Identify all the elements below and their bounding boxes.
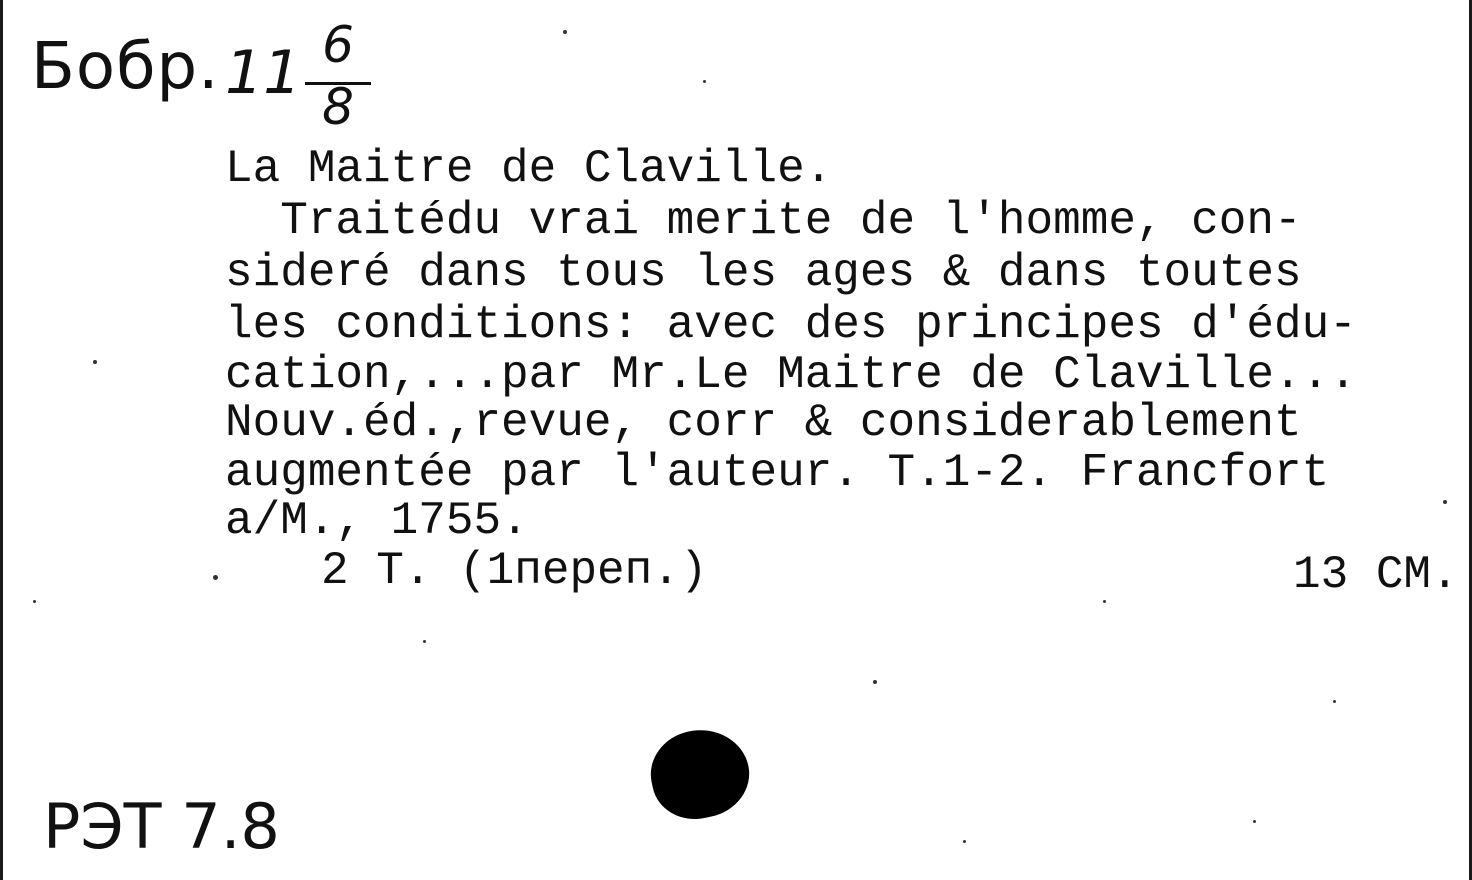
entry-line: augmentée par l'auteur. T.1-2. Francfort [225,447,1330,499]
entry-author: La Maitre de Claville. [225,143,833,195]
shelf-mark-number: 11 [225,38,302,108]
scan-speck [873,680,877,684]
scan-speck [963,840,966,843]
entry-line: Nouv.éd.,revue, corr & considerablement [225,397,1302,449]
scan-speck [563,30,567,34]
scan-speck [1443,500,1447,504]
entry-line: a/M., 1755. [225,495,529,547]
scan-speck [93,360,97,364]
entry-line: Traitédu vrai merite de l'homme, con- [225,195,1302,247]
scan-speck [1253,820,1256,823]
scan-speck [1103,600,1106,603]
scan-speck [213,575,218,580]
fraction-numerator: 6 [322,16,354,74]
fraction-denominator: 8 [322,78,354,136]
scan-speck [1333,700,1336,703]
call-number: РЭТ 7.8 [43,790,280,863]
shelf-mark-fraction [303,16,373,136]
scan-speck [423,640,426,643]
size-note: 13 CM. [1293,549,1459,601]
scan-speck [33,600,36,603]
entry-line: cation,...par Mr.Le Maitre de Claville... [225,349,1357,401]
entry-line: les conditions: avec des principes d'édu- [225,299,1357,351]
punch-hole [643,721,757,827]
scan-speck [703,80,706,83]
shelf-mark-prefix: Бобр. [31,30,220,104]
entry-line: sideré dans tous les ages & dans toutes [225,247,1302,299]
volumes-note: 2 T. (1переп.) [321,545,708,597]
